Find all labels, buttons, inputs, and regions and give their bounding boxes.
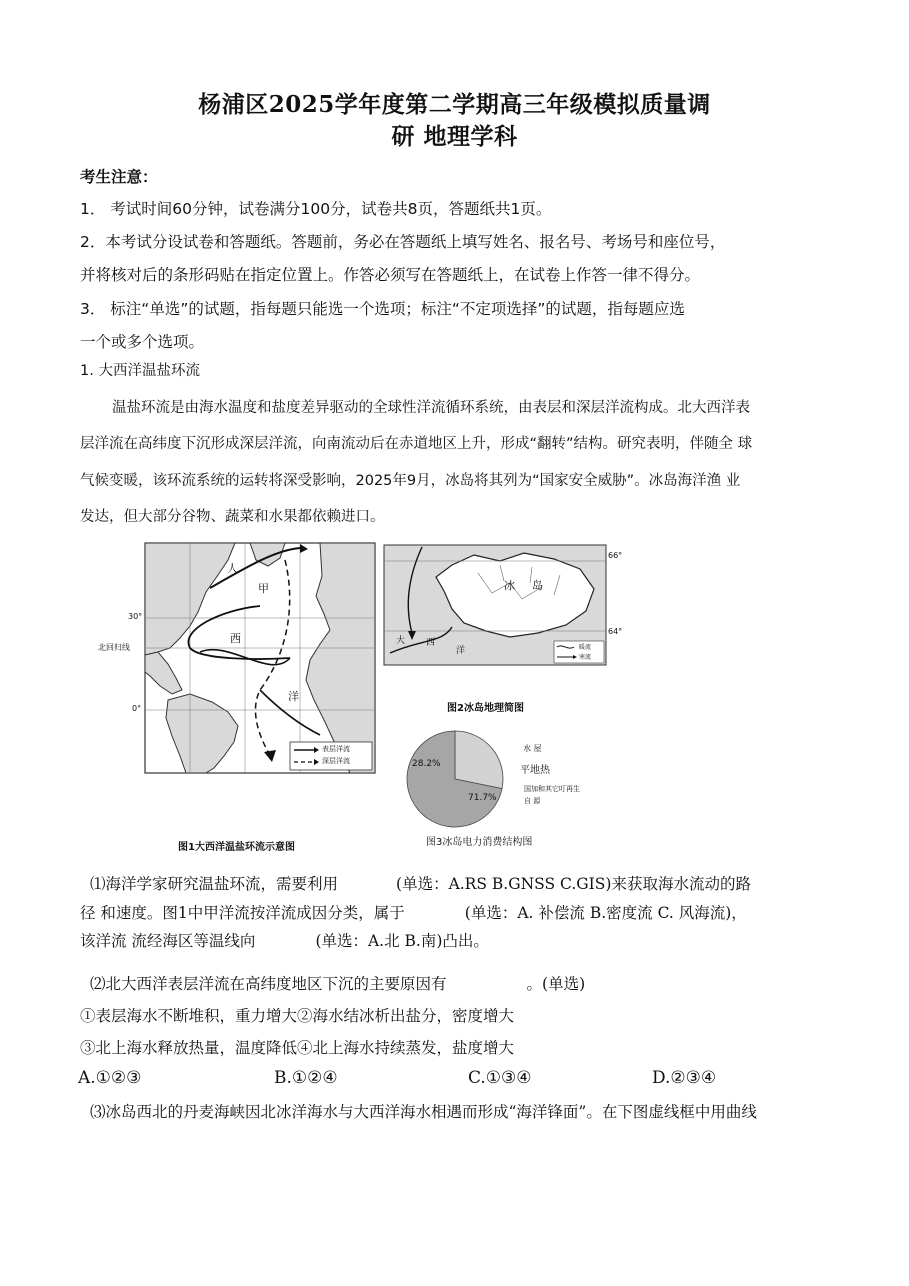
- q2-option-d[interactable]: D.②③④: [652, 1068, 717, 1088]
- figure-3-caption: 图3冰岛电力消费结构图: [426, 837, 533, 848]
- q2-choice-line-2: ③北上海水释放热量，温度降低④北上海水持续蒸发，盐度增大: [80, 1039, 515, 1057]
- q1-line-1-b: (单选：A.RS B.GNSS C.GIS)来获取海水流动的路: [396, 875, 751, 893]
- q1-line-2-b: (单选：A. 补偿流 B.密度流 C. 风海流)，: [464, 904, 747, 922]
- map1-label-xi: 西: [230, 632, 241, 645]
- pie-legend-1: 水 屋: [523, 744, 542, 753]
- notice-item-3-line1: 3． 标注“单选”的试题，指每题只能选一个选项；标注“不定项选择”的试题，指每题应选: [80, 300, 685, 318]
- q2-choice-line-1: ①表层海水不断堆积，重力增大②海水结冰析出盐分，密度增大: [80, 1007, 515, 1025]
- map2-label-dao: 岛: [532, 579, 543, 592]
- map1-legend-deep: 深层洋流: [322, 757, 350, 765]
- figure-1-atlantic-map: [98, 540, 378, 776]
- map1-legend-surface: 表层洋流: [322, 745, 350, 753]
- q2-option-a[interactable]: A.①②③: [78, 1068, 142, 1088]
- notice-item-1: 1． 考试时间60分钟，试卷满分100分，试卷共8页，答题纸共1页。: [80, 200, 552, 218]
- pie-legend-3-line2: 自 源: [524, 797, 541, 805]
- pie-slice-0: [455, 731, 503, 789]
- notice-heading: 考生注意：: [80, 168, 158, 186]
- q2-option-b[interactable]: B.①②④: [274, 1068, 338, 1088]
- map2-label-yang: 洋: [456, 646, 466, 656]
- figure-2-caption: 图2冰岛地理简图: [447, 703, 524, 714]
- intro-line-2: 层洋流在高纬度下沉形成深层洋流，向南流动后在赤道地区上升，形成“翻转”结构。研究表明，伴随全 球: [80, 436, 753, 452]
- pie-legend-3-line1: 国加和其它叮再生: [524, 785, 580, 793]
- pie-legend-2: 平地热: [520, 765, 550, 776]
- q1-line-2: [80, 901, 747, 923]
- figure-1-caption: 图1大西洋温盐环流示意图: [178, 842, 295, 853]
- map1-lat-30: 30°: [128, 612, 143, 621]
- intro-line-1: 温盐环流是由海水温度和盐度差异驱动的全球性洋流循环系统，由表层和深层洋流构成。北大西洋表: [112, 400, 750, 416]
- map1-label-jia: 甲: [258, 582, 269, 595]
- map2-label-xi: 西: [426, 638, 436, 648]
- q1-line-1-a: ⑴海洋学家研究温盐环流，需要利用: [90, 875, 339, 893]
- map2-label-da: 大: [396, 636, 406, 646]
- q2-stem-a: ⑵北大西洋表层洋流在高纬度地区下沉的主要原因有: [90, 975, 447, 993]
- map1-lat-0: 0°: [132, 704, 142, 713]
- notice-item-2-line1: 2．本考试分设试卷和答题纸。答题前，务必在答题纸上填写姓名、报名号、考场号和座位号，: [80, 233, 726, 251]
- q2-stem: [90, 972, 585, 994]
- map2-lat-64: 64°: [608, 627, 623, 636]
- pie-svg: [400, 729, 510, 829]
- figure-2-iceland-map: [382, 543, 637, 668]
- q2-stem-b: 。(单选): [526, 975, 586, 993]
- pie-label-small: 28.2%: [412, 759, 441, 769]
- map2-lat-66: 66°: [608, 551, 623, 560]
- map1-label-yang: 洋: [288, 690, 299, 703]
- section-heading: 1. 大西洋温盐环流: [80, 363, 200, 379]
- q1-line-2-a: 径 和速度。图1中甲洋流按洋流成因分类，属于: [80, 904, 405, 922]
- map2-label-bing: 冰: [504, 579, 515, 592]
- q3-line-1: ⑶冰岛西北的丹麦海峡因北冰洋海水与大西洋海水相遇而形成“海洋锋面”。在下图虚线框中用曲线: [90, 1103, 757, 1121]
- pie-label-large: 71.7%: [468, 793, 497, 803]
- q1-line-3-b: (单选：A.北 B.南)凸出。: [315, 932, 489, 950]
- intro-line-4: 发达，但大部分谷物、蔬菜和水果都依赖进口。: [80, 509, 385, 525]
- q2-option-c[interactable]: C.①③④: [468, 1068, 532, 1088]
- q1-line-3: [80, 929, 489, 951]
- page-subtitle: 研 地理学科: [391, 123, 518, 150]
- notice-item-3-line2: 一个或多个选项。: [80, 333, 205, 351]
- figure-3-pie-chart: [400, 729, 630, 829]
- notice-item-2-line2: 并将核对后的条形码贴在指定位置上。作答必须写在答题纸上，在试卷上作答一律不得分。: [80, 266, 701, 284]
- map1-lat-tropic: 北回归线: [98, 643, 130, 652]
- q1-line-3-a: 该洋流 流经海区等温线向: [80, 932, 256, 950]
- map2-legend-warm: 暖流: [579, 644, 592, 651]
- map2-legend-cold: 寒流: [579, 654, 592, 661]
- q1-line-1: [90, 872, 751, 894]
- intro-line-3: 气候变暖，该环流系统的运转将深受影响，2025年9月，冰岛将其列为“国家安全威胁”。冰岛海洋渔 业: [80, 473, 741, 489]
- map1-label-ren: 人: [227, 562, 238, 575]
- page-title: 杨浦区2025学年度第二学期高三年级模拟质量调: [198, 91, 711, 118]
